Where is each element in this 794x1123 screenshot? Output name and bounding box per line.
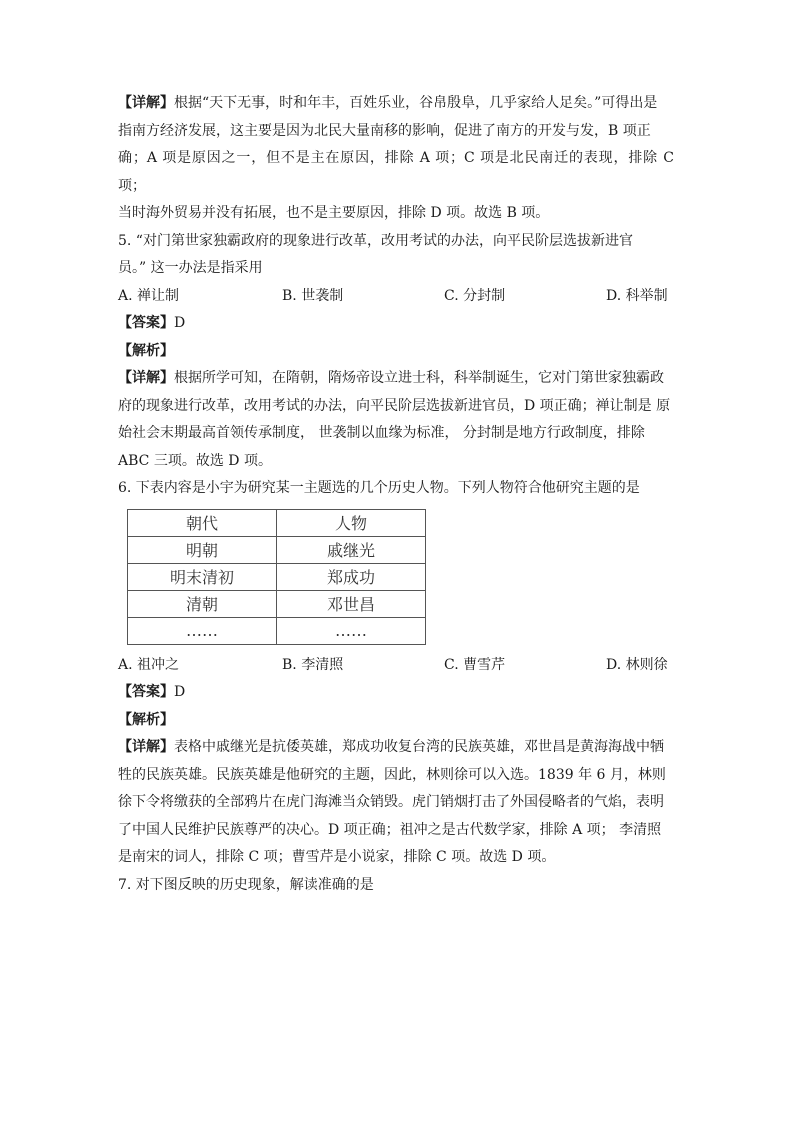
q5-answer — [118, 310, 674, 338]
q6-option-b: B. 李清照 — [282, 656, 344, 673]
table-cell: 明朝 — [128, 536, 277, 563]
q6-detail-line-5: 是南宋的词人，排除 C 项；曹雪芹是小说家，排除 C 项。故选 D 项。 — [118, 849, 556, 865]
q6-analysis — [118, 707, 674, 735]
table-row — [128, 590, 426, 617]
q6-option-c: C. 曹雪芹 — [444, 656, 506, 673]
q6-detail-line-1: 【详解】表格中戚继光是抗倭英雄，郑成功收复台湾的民族英雄，邓世昌是黄海海战中牺 — [118, 739, 664, 755]
q5-options — [118, 283, 674, 311]
table-header-row — [128, 509, 426, 536]
table-cell: 郑成功 — [277, 563, 426, 590]
q6-option-d: D. 林则徐 — [606, 656, 668, 673]
q5-question-line-2: 员。” 这一办法是指采用 — [118, 260, 263, 276]
table-cell: 邓世昌 — [277, 590, 426, 617]
analysis-label: 【解析】 — [118, 711, 174, 728]
q5-question-line-1: 5. “对门第世家独霸政府的现象进行改革，改用考试的办法，向平民阶层选拔新进官 — [118, 232, 633, 249]
answer-value: D — [174, 315, 186, 331]
q5-detail-line-2: 府的现象进行改革，改用考试的办法，向平民阶层选拔新进官员，D 项正确；禅让制是 原 — [118, 397, 671, 414]
q6-question: 6. 下表内容是小宇为研究某一主题选的几个历史人物。下列人物符合他研究主题的是 — [118, 480, 640, 496]
exam-page — [118, 90, 674, 899]
q6-detail-line-2: 牲的民族英雄。民族英雄是他研究的主题，因此，林则徐可以入选。1839 年 6 月，林则 — [118, 766, 666, 783]
q7 — [118, 872, 674, 900]
q4-detail-line-2: 指南方经济发展，这主要是因为北民大量南移的影响，促进了南方的开发与发，B 项正 — [118, 122, 651, 139]
table-row — [128, 563, 426, 590]
q6-detail-line-3: 徐下令将缴获的全部鸦片在虎门海滩当众销毁。虎门销烟打击了外国侵略者的气焰，表明 — [118, 794, 664, 810]
q5 — [118, 228, 674, 476]
q4-detail-line-1: 【详解】根据“天下无事，时和年丰，百姓乐业，谷帛殷阜，几乎家给人足矣。”可得出是 — [118, 95, 658, 111]
answer-label: 【答案】 — [118, 684, 174, 700]
analysis-label: 【解析】 — [118, 342, 174, 359]
table-cell: 戚继光 — [277, 536, 426, 563]
table-cell: …… — [277, 617, 426, 644]
q6-options — [118, 652, 674, 680]
table-row — [128, 536, 426, 563]
table-cell: …… — [128, 617, 277, 644]
answer-value: D — [174, 684, 186, 700]
table-cell: 清朝 — [128, 590, 277, 617]
answer-label: 【答案】 — [118, 315, 174, 331]
table-header-cell: 朝代 — [128, 509, 277, 536]
q6-answer — [118, 679, 674, 707]
q5-detail-line-3: 始社会末期最高首领传承制度， 世袭制以血缘为标准， 分封制是地方行政制度，排除 — [118, 425, 645, 441]
q5-analysis — [118, 338, 674, 366]
detail-label: 【详解】 — [118, 370, 174, 386]
q6-option-a: A. 祖冲之 — [118, 656, 180, 673]
q5-option-c: C. 分封制 — [444, 287, 506, 304]
q4-detail-line-3: 确；A 项是原因之一，但不是主在原因，排除 A 项；C 项是北民南迁的表现，排除 C 项； — [118, 150, 674, 194]
q5-option-a: A. 禅让制 — [118, 287, 180, 304]
table-header-cell: 人物 — [277, 509, 426, 536]
detail-label: 【详解】 — [118, 739, 174, 755]
q5-option-d: D. 科举制 — [606, 287, 668, 304]
q5-detail-line-1: 【详解】根据所学可知，在隋朝，隋炀帝设立进士科，科举制诞生，它对门第世家独霸政 — [118, 370, 664, 386]
q6-detail-line-4: 了中国人民维护民族尊严的决心。D 项正确；祖冲之是古代数学家，排除 A 项； 李清照 — [118, 821, 662, 838]
table-row — [128, 617, 426, 644]
q4-detail-line-4: 当时海外贸易并没有拓展，也不是主要原因，排除 D 项。故选 B 项。 — [118, 205, 550, 221]
q6-table — [127, 509, 426, 645]
detail-label: 【详解】 — [118, 95, 174, 111]
q5-detail-line-4: ABC 三项。故选 D 项。 — [118, 452, 272, 469]
q5-option-b: B. 世袭制 — [282, 287, 344, 304]
q4-detail — [118, 90, 674, 228]
q6 — [118, 475, 674, 872]
q7-question: 7. 对下图反映的历史现象，解读准确的是 — [118, 876, 374, 893]
table-cell: 明末清初 — [128, 563, 277, 590]
